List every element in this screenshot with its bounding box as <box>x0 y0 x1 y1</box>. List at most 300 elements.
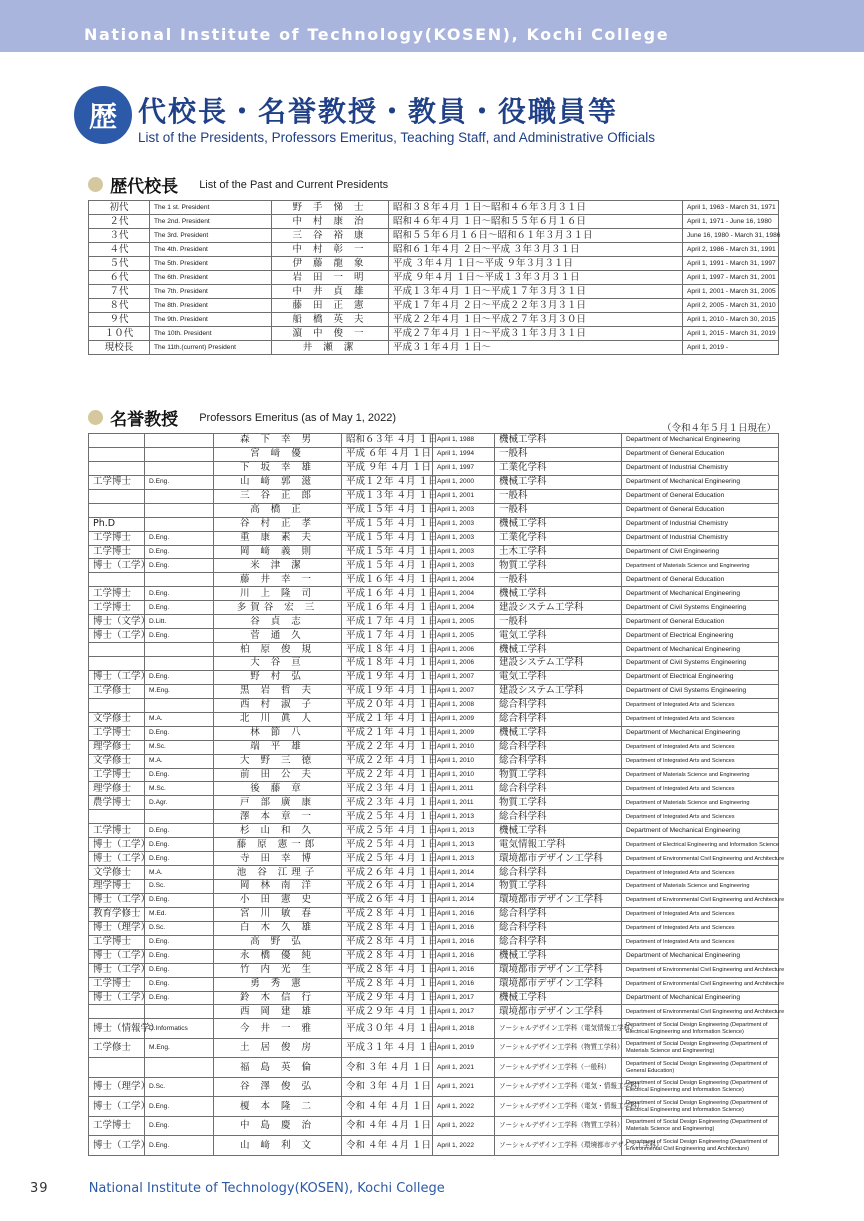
emeritus-name: 三 谷 正 郎 <box>214 489 342 503</box>
table-row <box>89 615 779 629</box>
table-row <box>89 907 779 921</box>
department-jp: 機械工学科 <box>495 643 622 657</box>
department-jp: ソーシャルデザイン工学科（一般科） <box>495 1058 622 1078</box>
emeritus-name: 高 橋 正 <box>214 503 342 517</box>
department-en: Department of Integrated Arts and Sciences <box>622 921 779 935</box>
degree-jp <box>89 657 145 671</box>
degree-jp: 工学博士 <box>89 587 145 601</box>
emeritus-name: 勇 秀 憲 <box>214 977 342 991</box>
degree-en: D.Eng. <box>145 838 214 852</box>
conferred-date-jp: 平成３０年 ４月 １日 <box>342 1019 433 1039</box>
conferred-date-jp: 平成２８年 ４月 １日 <box>342 963 433 977</box>
conferred-date-jp: 平成２９年 ４月 １日 <box>342 1005 433 1019</box>
degree-jp: Ph.D <box>89 517 145 531</box>
presidents-table <box>88 200 779 355</box>
degree-en: D.Sc. <box>145 1077 214 1097</box>
department-jp: 物質工学科 <box>495 559 622 573</box>
president-term-en: April 1, 2010 - March 30, 2015 <box>683 313 779 327</box>
conferred-date-en: April 1, 2013 <box>433 824 495 838</box>
conferred-date-en: April 1, 2008 <box>433 698 495 712</box>
department-en: Department of Integrated Arts and Sciences <box>622 866 779 880</box>
degree-en: D.Eng. <box>145 1136 214 1156</box>
department-en: Department of Mechanical Engineering <box>622 824 779 838</box>
department-jp: 環境都市デザイン工学科 <box>495 977 622 991</box>
table-row <box>89 712 779 726</box>
president-order: ９代 <box>89 313 150 327</box>
degree-jp: 博士（工学） <box>89 991 145 1005</box>
table-row <box>89 1038 779 1058</box>
table-row <box>89 503 779 517</box>
conferred-date-jp: 平成１５年 ４月 １日 <box>342 517 433 531</box>
conferred-date-jp: 平成１７年 ４月 １日 <box>342 629 433 643</box>
conferred-date-jp: 令和 ４年 ４月 １日 <box>342 1097 433 1117</box>
degree-jp: 博士（理学） <box>89 921 145 935</box>
conferred-date-en: April 1, 2018 <box>433 1019 495 1039</box>
table-row <box>89 670 779 684</box>
conferred-date-en: April 1, 2006 <box>433 643 495 657</box>
president-term-en: April 1, 2001 - March 31, 2005 <box>683 285 779 299</box>
department-jp: 総合科学科 <box>495 698 622 712</box>
degree-jp: 工学博士 <box>89 475 145 489</box>
department-en: Department of Industrial Chemistry <box>622 461 779 475</box>
table-row <box>89 838 779 852</box>
conferred-date-jp: 平成１８年 ４月 １日 <box>342 643 433 657</box>
conferred-date-jp: 令和 ３年 ４月 １日 <box>342 1077 433 1097</box>
department-jp: 総合科学科 <box>495 921 622 935</box>
table-row <box>89 573 779 587</box>
degree-en <box>145 434 214 448</box>
department-en: Department of Integrated Arts and Sciences <box>622 712 779 726</box>
department-en: Department of General Education <box>622 573 779 587</box>
conferred-date-en: April 1, 2005 <box>433 615 495 629</box>
table-row <box>89 893 779 907</box>
department-en: Department of Materials Science and Engineering <box>622 796 779 810</box>
degree-en <box>145 1005 214 1019</box>
table-row <box>89 489 779 503</box>
department-jp: ソーシャルデザイン工学科（物質工学科） <box>495 1038 622 1058</box>
emeritus-name: 今 井 一 雅 <box>214 1019 342 1039</box>
title-en: List of the Presidents, Professors Emeritus, Teaching Staff, and Administrative Officials <box>138 130 655 145</box>
department-jp: 建設システム工学科 <box>495 657 622 671</box>
emeritus-name: 下 坂 幸 雄 <box>214 461 342 475</box>
degree-jp: 文学修士 <box>89 712 145 726</box>
president-order-en: The 2nd. President <box>150 215 272 229</box>
department-en: Department of Materials Science and Engineering <box>622 559 779 573</box>
table-row <box>89 810 779 824</box>
department-en: Department of Integrated Arts and Sciences <box>622 907 779 921</box>
degree-jp: 文学修士 <box>89 866 145 880</box>
degree-en <box>145 810 214 824</box>
degree-en <box>145 447 214 461</box>
degree-en: D.Eng. <box>145 768 214 782</box>
degree-jp: 博士（工学） <box>89 1136 145 1156</box>
table-row <box>89 201 779 215</box>
conferred-date-en: April 1, 2000 <box>433 475 495 489</box>
conferred-date-en: April 1, 2003 <box>433 545 495 559</box>
degree-en: D.Eng. <box>145 1097 214 1117</box>
top-banner <box>0 0 864 52</box>
degree-en: D.Eng. <box>145 531 214 545</box>
department-jp: 総合科学科 <box>495 712 622 726</box>
conferred-date-en: April 1, 2011 <box>433 796 495 810</box>
department-en: Department of Industrial Chemistry <box>622 531 779 545</box>
emeriti-heading <box>88 405 397 430</box>
conferred-date-en: April 1, 2016 <box>433 907 495 921</box>
conferred-date-jp: 昭和６３年 ４月 １日 <box>342 434 433 448</box>
degree-jp: 文学修士 <box>89 754 145 768</box>
conferred-date-jp: 平成２８年 ４月 １日 <box>342 921 433 935</box>
table-row <box>89 949 779 963</box>
department-en: Department of Environmental Civil Engineering and Architecture <box>622 852 779 866</box>
conferred-date-en: April 1, 2021 <box>433 1058 495 1078</box>
degree-en: D.Litt. <box>145 615 214 629</box>
department-jp: 物質工学科 <box>495 768 622 782</box>
degree-jp <box>89 461 145 475</box>
table-row <box>89 341 779 355</box>
president-order-en: The 10th. President <box>150 327 272 341</box>
conferred-date-jp: 平成２５年 ４月 １日 <box>342 838 433 852</box>
degree-en: M.Ed. <box>145 907 214 921</box>
department-en: Department of Social Design Engineering (Department of Materials Science and Engineering) <box>622 1116 779 1136</box>
emeritus-name: 大 谷 亘 <box>214 657 342 671</box>
president-term-en: June 16, 1980 - March 31, 1986 <box>683 229 779 243</box>
department-jp: 一般科 <box>495 503 622 517</box>
conferred-date-jp: 平成１３年 ４月 １日 <box>342 489 433 503</box>
department-jp: 総合科学科 <box>495 810 622 824</box>
table-row <box>89 531 779 545</box>
degree-jp: 工学博士 <box>89 726 145 740</box>
department-jp: 総合科学科 <box>495 866 622 880</box>
conferred-date-en: April 1, 2022 <box>433 1116 495 1136</box>
president-name: 伊 藤 龍 象 <box>272 257 389 271</box>
degree-en: D.Eng. <box>145 852 214 866</box>
department-jp: 一般科 <box>495 447 622 461</box>
table-row <box>89 285 779 299</box>
degree-jp: 博士（工学） <box>89 629 145 643</box>
president-term-jp: 平成１３年４月 １日～平成１７年３月３１日 <box>389 285 683 299</box>
emeritus-name: 中 島 慶 治 <box>214 1116 342 1136</box>
table-row <box>89 327 779 341</box>
conferred-date-jp: 平成２８年 ４月 １日 <box>342 935 433 949</box>
conferred-date-en: April 1, 2010 <box>433 740 495 754</box>
president-order: 初代 <box>89 201 150 215</box>
conferred-date-en: April 1, 2014 <box>433 893 495 907</box>
president-name: 中 村 彰 一 <box>272 243 389 257</box>
table-row <box>89 1136 779 1156</box>
conferred-date-jp: 平成２３年 ４月 １日 <box>342 782 433 796</box>
degree-en: M.Sc. <box>145 782 214 796</box>
bullet-dot-icon <box>88 177 103 192</box>
degree-jp: 博士（工学） <box>89 559 145 573</box>
president-order-en: The 5th. President <box>150 257 272 271</box>
president-name: 船 橋 英 夫 <box>272 313 389 327</box>
president-name: 藤 田 正 憲 <box>272 299 389 313</box>
table-row <box>89 796 779 810</box>
department-jp: ソーシャルデザイン工学科（物質工学科） <box>495 1116 622 1136</box>
president-order: ２代 <box>89 215 150 229</box>
table-row <box>89 559 779 573</box>
table-row <box>89 1019 779 1039</box>
table-row <box>89 977 779 991</box>
degree-jp <box>89 573 145 587</box>
president-term-en: April 1, 1997 - March 31, 2001 <box>683 271 779 285</box>
emeriti-heading-en: Professors Emeritus (as of May 1, 2022) <box>199 411 397 424</box>
degree-en: D.Eng. <box>145 963 214 977</box>
department-en: Department of Mechanical Engineering <box>622 475 779 489</box>
president-order: ６代 <box>89 271 150 285</box>
degree-en: D.Eng. <box>145 559 214 573</box>
president-order-en: The 11th.(current) President <box>150 341 272 355</box>
department-en: Department of Mechanical Engineering <box>622 726 779 740</box>
table-row <box>89 963 779 977</box>
president-name: 中 村 康 治 <box>272 215 389 229</box>
conferred-date-jp: 平成２８年 ４月 １日 <box>342 907 433 921</box>
president-term-en: April 1, 1991 - March 31, 1997 <box>683 257 779 271</box>
conferred-date-jp: 令和 ４年 ４月 １日 <box>342 1136 433 1156</box>
degree-jp <box>89 1005 145 1019</box>
conferred-date-en: April 1, 2022 <box>433 1097 495 1117</box>
degree-en: M.Sc. <box>145 740 214 754</box>
emeritus-name: 林 節 八 <box>214 726 342 740</box>
conferred-date-jp: 平成１５年 ４月 １日 <box>342 503 433 517</box>
president-order-en: The 4th. President <box>150 243 272 257</box>
emeritus-name: 米 津 潔 <box>214 559 342 573</box>
degree-jp: 博士（工学） <box>89 963 145 977</box>
degree-jp: 工学博士 <box>89 531 145 545</box>
conferred-date-jp: 令和 ３年 ４月 １日 <box>342 1058 433 1078</box>
table-row <box>89 880 779 894</box>
president-term-jp: 平成３１年４月 １日～ <box>389 341 683 355</box>
department-en: Department of Electrical Engineering and Information Science <box>622 838 779 852</box>
presidents-heading <box>88 172 389 197</box>
table-row <box>89 517 779 531</box>
degree-jp: 博士（工学） <box>89 949 145 963</box>
president-name: 濵 中 俊 一 <box>272 327 389 341</box>
table-row <box>89 684 779 698</box>
emeritus-name: 竹 内 光 生 <box>214 963 342 977</box>
degree-en <box>145 517 214 531</box>
conferred-date-jp: 平成１９年 ４月 １日 <box>342 684 433 698</box>
department-jp: 総合科学科 <box>495 754 622 768</box>
president-term-jp: 昭和５５年６月１６日～昭和６１年３月３１日 <box>389 229 683 243</box>
department-jp: 建設システム工学科 <box>495 684 622 698</box>
department-jp: 電気情報工学科 <box>495 838 622 852</box>
degree-en: M.Eng. <box>145 684 214 698</box>
department-en: Department of Environmental Civil Engineering and Architecture <box>622 977 779 991</box>
conferred-date-jp: 平成３１年 ４月 １日 <box>342 1038 433 1058</box>
department-en: Department of Civil Systems Engineering <box>622 601 779 615</box>
degree-en: M.A. <box>145 754 214 768</box>
conferred-date-jp: 平成１７年 ４月 １日 <box>342 615 433 629</box>
table-row <box>89 545 779 559</box>
conferred-date-jp: 平成２３年 ４月 １日 <box>342 796 433 810</box>
emeritus-name: 谷 貞 志 <box>214 615 342 629</box>
table-row <box>89 229 779 243</box>
emeritus-name: 池 谷 江理子 <box>214 866 342 880</box>
presidents-heading-en: List of the Past and Current Presidents <box>199 178 389 191</box>
department-en: Department of Social Design Engineering (Department of Electrical Engineering and Information Science) <box>622 1077 779 1097</box>
degree-en <box>145 698 214 712</box>
degree-en <box>145 461 214 475</box>
degree-jp <box>89 434 145 448</box>
conferred-date-jp: 平成１９年 ４月 １日 <box>342 670 433 684</box>
department-en: Department of Social Design Engineering (Department of Electrical Engineering and Information Science) <box>622 1019 779 1039</box>
emeritus-name: 菅 通 久 <box>214 629 342 643</box>
degree-jp: 博士（工学） <box>89 838 145 852</box>
conferred-date-en: April 1, 2014 <box>433 880 495 894</box>
conferred-date-en: April 1, 2011 <box>433 782 495 796</box>
department-jp: 環境都市デザイン工学科 <box>495 852 622 866</box>
emeritus-name: 谷 澤 俊 弘 <box>214 1077 342 1097</box>
emeritus-name: 西 岡 建 雄 <box>214 1005 342 1019</box>
conferred-date-en: April 1, 2013 <box>433 838 495 852</box>
degree-jp <box>89 503 145 517</box>
table-row <box>89 698 779 712</box>
president-term-en: April 1, 1971 - June 16, 1980 <box>683 215 779 229</box>
degree-jp: 理学博士 <box>89 880 145 894</box>
conferred-date-en: April 1, 2014 <box>433 866 495 880</box>
table-row <box>89 257 779 271</box>
table-row <box>89 824 779 838</box>
president-name: 三 谷 裕 康 <box>272 229 389 243</box>
emeritus-name: 谷 村 正 孝 <box>214 517 342 531</box>
president-term-en: April 1, 1963 - March 31, 1971 <box>683 201 779 215</box>
emeritus-name: 端 平 雄 <box>214 740 342 754</box>
president-name: 井 瀬 潔 <box>272 341 389 355</box>
department-jp: 環境都市デザイン工学科 <box>495 963 622 977</box>
table-row <box>89 754 779 768</box>
emeritus-name: 戸 部 廣 康 <box>214 796 342 810</box>
department-jp: 機械工学科 <box>495 434 622 448</box>
department-en: Department of Materials Science and Engineering <box>622 768 779 782</box>
degree-jp: 博士（情報学） <box>89 1019 145 1039</box>
conferred-date-en: April 1, 1994 <box>433 447 495 461</box>
emeritus-name: 重 康 素 夫 <box>214 531 342 545</box>
president-term-jp: 平成 ９年４月 １日～平成１３年３月３１日 <box>389 271 683 285</box>
as-of-note: （令和４年５月１日現在） <box>661 423 776 434</box>
emeritus-name: 福 島 英 倫 <box>214 1058 342 1078</box>
president-term-en: April 2, 1986 - March 31, 1991 <box>683 243 779 257</box>
degree-en: D.Eng. <box>145 935 214 949</box>
department-en: Department of General Education <box>622 615 779 629</box>
president-order: ８代 <box>89 299 150 313</box>
table-row <box>89 434 779 448</box>
department-en: Department of Integrated Arts and Sciences <box>622 810 779 824</box>
department-en: Department of Social Design Engineering (Department of General Education) <box>622 1058 779 1078</box>
degree-en: D.Eng. <box>145 545 214 559</box>
degree-en: M.A. <box>145 866 214 880</box>
emeritus-name: 白 木 久 雄 <box>214 921 342 935</box>
emeritus-name: 藤 原 憲一郎 <box>214 838 342 852</box>
degree-jp: 工学博士 <box>89 1116 145 1136</box>
department-en: Department of General Education <box>622 489 779 503</box>
conferred-date-jp: 平成２６年 ４月 １日 <box>342 880 433 894</box>
table-row <box>89 921 779 935</box>
table-row <box>89 1097 779 1117</box>
emeritus-name: 榎 本 隆 二 <box>214 1097 342 1117</box>
department-jp: 機械工学科 <box>495 824 622 838</box>
conferred-date-en: April 1, 2004 <box>433 573 495 587</box>
conferred-date-jp: 平成２８年 ４月 １日 <box>342 949 433 963</box>
department-jp: 環境都市デザイン工学科 <box>495 1005 622 1019</box>
president-name: 中 井 貞 雄 <box>272 285 389 299</box>
president-term-jp: 平成２２年４月 １日～平成２７年３月３０日 <box>389 313 683 327</box>
degree-jp <box>89 489 145 503</box>
table-row <box>89 475 779 489</box>
department-jp: 工業化学科 <box>495 461 622 475</box>
department-en: Department of General Education <box>622 447 779 461</box>
degree-en: D.Eng. <box>145 1116 214 1136</box>
department-jp: 工業化学科 <box>495 531 622 545</box>
president-term-jp: 昭和３８年４月 １日～昭和４６年３月３１日 <box>389 201 683 215</box>
emeritus-name: 岡 﨑 義 則 <box>214 545 342 559</box>
conferred-date-jp: 令和 ４年 ４月 １日 <box>342 1116 433 1136</box>
degree-en <box>145 503 214 517</box>
emeritus-name: 北 川 眞 人 <box>214 712 342 726</box>
president-order: ３代 <box>89 229 150 243</box>
banner-text: National Institute of Technology(KOSEN), Kochi College <box>84 25 670 44</box>
department-jp: 総合科学科 <box>495 907 622 921</box>
department-en: Department of Materials Science and Engineering <box>622 880 779 894</box>
degree-jp: 工学博士 <box>89 977 145 991</box>
conferred-date-en: April 1, 2003 <box>433 517 495 531</box>
president-order-en: The 9th. President <box>150 313 272 327</box>
department-jp: 物質工学科 <box>495 796 622 810</box>
degree-en: D.Agr. <box>145 796 214 810</box>
department-jp: ソーシャルデザイン工学科（電気・情報工学科） <box>495 1097 622 1117</box>
degree-en: D.Eng. <box>145 629 214 643</box>
department-jp: 総合科学科 <box>495 935 622 949</box>
conferred-date-en: April 1, 2016 <box>433 949 495 963</box>
degree-jp: 博士（工学） <box>89 852 145 866</box>
department-en: Department of Social Design Engineering (Department of Materials Science and Engineering) <box>622 1038 779 1058</box>
department-jp: ソーシャルデザイン工学科（電気情報工学科） <box>495 1019 622 1039</box>
conferred-date-jp: 平成２６年 ４月 １日 <box>342 866 433 880</box>
department-en: Department of Civil Systems Engineering <box>622 684 779 698</box>
emeritus-name: 野 村 弘 <box>214 670 342 684</box>
table-row <box>89 643 779 657</box>
conferred-date-jp: 平成１６年 ４月 １日 <box>342 587 433 601</box>
conferred-date-jp: 平成２６年 ４月 １日 <box>342 893 433 907</box>
conferred-date-jp: 平成 ９年 ４月 １日 <box>342 461 433 475</box>
degree-en: D.Eng. <box>145 824 214 838</box>
degree-jp: 工学博士 <box>89 824 145 838</box>
conferred-date-en: April 1, 2004 <box>433 587 495 601</box>
table-row <box>89 601 779 615</box>
conferred-date-en: April 1, 2007 <box>433 670 495 684</box>
emeritus-name: 西 村 淑 子 <box>214 698 342 712</box>
emeritus-name: 永 橋 優 純 <box>214 949 342 963</box>
department-en: Department of Integrated Arts and Sciences <box>622 782 779 796</box>
table-row <box>89 935 779 949</box>
emeritus-name: 山 﨑 郭 滋 <box>214 475 342 489</box>
degree-jp: 工学博士 <box>89 545 145 559</box>
degree-jp: 博士（文学） <box>89 615 145 629</box>
conferred-date-en: April 1, 2013 <box>433 852 495 866</box>
degree-jp <box>89 810 145 824</box>
degree-jp <box>89 447 145 461</box>
emeritus-name: 宮 川 敏 春 <box>214 907 342 921</box>
table-row <box>89 740 779 754</box>
emeritus-name: 川 上 隆 司 <box>214 587 342 601</box>
degree-en: D.Eng. <box>145 893 214 907</box>
department-en: Department of Industrial Chemistry <box>622 517 779 531</box>
degree-en: D.Eng. <box>145 670 214 684</box>
presidents-heading-jp: 歴代校長 <box>110 177 179 197</box>
department-en: Department of Environmental Civil Engineering and Architecture <box>622 893 779 907</box>
table-row <box>89 313 779 327</box>
table-row <box>89 726 779 740</box>
